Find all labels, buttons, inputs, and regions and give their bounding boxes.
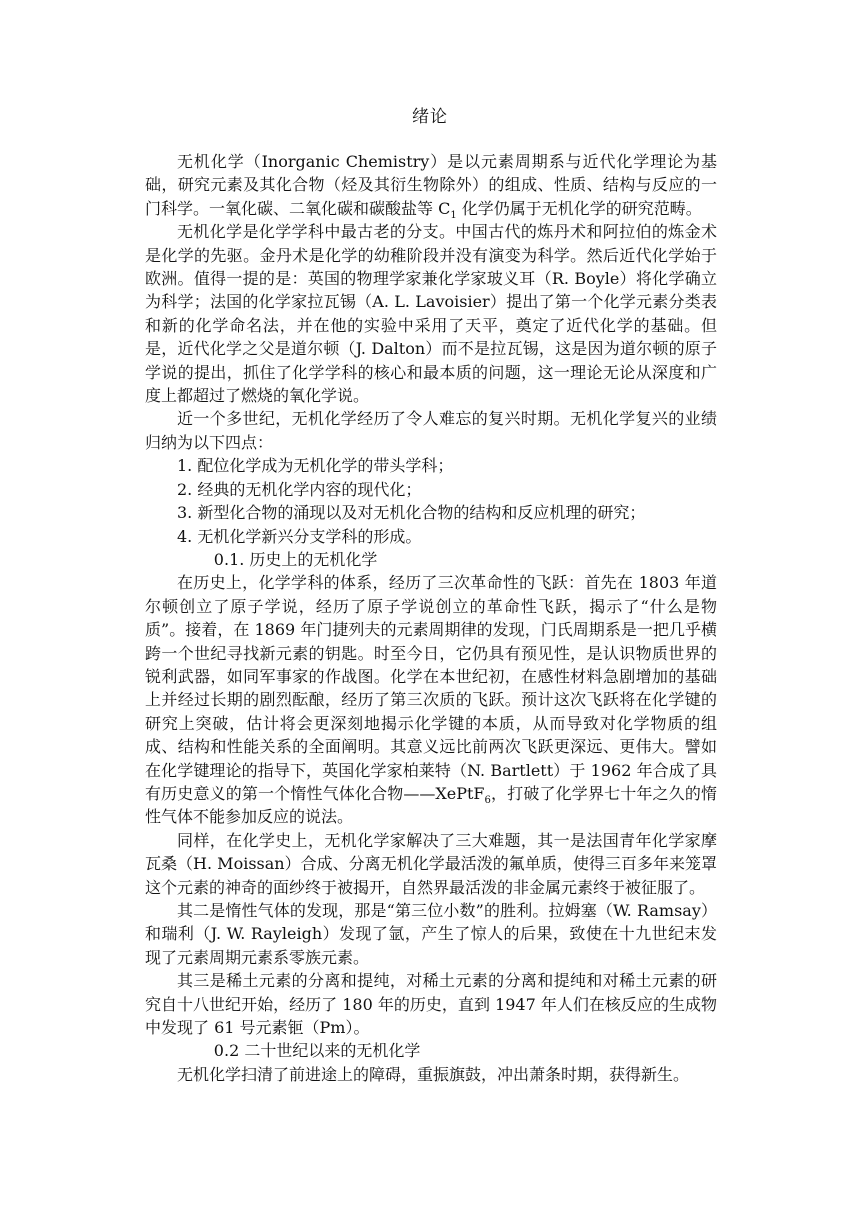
document-body (145, 150, 717, 1086)
list-item: 4. 无机化学新兴分支学科的形成。 (177, 526, 422, 546)
page-title: 绪论 (412, 107, 448, 127)
paragraph-revolutions: 在历史上，化学学科的体系，经历了三次革命性的飞跃：首先在 1803 年道尔顿创立了原子学说，经历了原子学说创立的革命性飞跃，揭示了“什么是物质”。接着，在 1869 年门捷列夫的元素周期律的发现，门氏周期系是一把几乎横跨一个世纪寻找新元素的钥匙。时至今日，它仍具有预见性，是认识物质世界的锐利武器，如同军事家的作战图。化学在本世纪初，在感性材料急剧增加的基础上并经过长期的剧烈酝酿，经历了第三次质的飞跃。预计这次飞跃将在化学键的研究上突破，估计将会更深刻地揭示化学键的本质，从而导致对化学物质的组成、结构和性能关系的全面阐明。其意义远比前两次飞跃更深远、更伟大。譬如在化学键理论的指导下，英国化学家柏莱特（N. Bartlett）于 1962 年合成了具有历史意义的第一个惰性气体化合物——XePtF$_6$，打破了化学界七十年之久的惰性气体不能参加反应的说法。 (145, 573, 717, 827)
list-item: 1. 配位化学成为无机化学的带头学科； (177, 456, 454, 476)
paragraph-twentieth-century: 无机化学扫清了前进途上的障碍，重振旗鼓，冲出萧条时期，获得新生。 (177, 1064, 690, 1084)
paragraph-definition: 无机化学（Inorganic Chemistry）是以元素周期系与近代化学理论为基础，研究元素及其化合物（烃及其衍生物除外）的组成、性质、结构与反应的一门科学。一氧化碳、二氧化碳和碳酸盐等 $C_1$ 化学仍属于无机化学的研究范畴。 (145, 152, 717, 221)
paragraph-rare-earths: 其三是稀土元素的分离和提纯，对稀土元素的分离和提纯和对稀土元素的研究自十八世纪开始，经历了 180 年的历史，直到 1947 年人们在核反应的生成物中发现了 61 号元素钷（Pm）。 (145, 971, 717, 1038)
section-heading: 0.2 二十世纪以来的无机化学 (213, 1041, 421, 1061)
list-item: 3. 新型化合物的涌现以及对无机化合物的结构和反应机理的研究； (177, 503, 646, 523)
paragraph-noble-gases: 其二是惰性气体的发现，那是“第三位小数”的胜利。拉姆塞（W. Ramsay）和瑞利（J. W. Rayleigh）发现了氩，产生了惊人的后果，致使在十九世纪末发现了元素周期元素系零族元素。 (145, 901, 717, 967)
paragraph-history: 无机化学是化学学科中最古老的分支。中国古代的炼丹术和阿拉伯的炼金术是化学的先驱。金丹术是化学的幼稚阶段并没有演变为科学。然后近代化学始于欧洲。值得一提的是：英国的物理学家兼化学家玻义耳（R. Boyle）将化学确立为科学；法国的化学家拉瓦锡（A. L. Lavoisier）提出了第一个化学元素分类表和新的化学命名法，并在他的实验中采用了天平，奠定了近代化学的基础。但是，近代化学之父是道尔顿（J. Dalton）而不是拉瓦锡，这是因为道尔顿的原子学说的提出，抓住了化学学科的核心和最本质的问题，这一理论无论从深度和广度上都超过了燃烧的氧化学说。 (145, 222, 717, 406)
list-item: 2. 经典的无机化学内容的现代化； (177, 479, 422, 499)
paragraph-revival: 近一个多世纪，无机化学经历了令人难忘的复兴时期。无机化学复兴的业绩归纳为以下四点： (145, 409, 717, 452)
section-heading: 0.1. 历史上的无机化学 (213, 549, 378, 569)
paragraph-three-problems: 同样，在化学史上，无机化学家解决了三大难题，其一是法国青年化学家摩瓦桑（H. Moissan）合成、分离无机化学最活泼的氟单质，使得三百多年来笼罩这个元素的神奇的面纱终于被揭开，自然界最活泼的非金属元素终于被征服了。 (145, 830, 717, 897)
